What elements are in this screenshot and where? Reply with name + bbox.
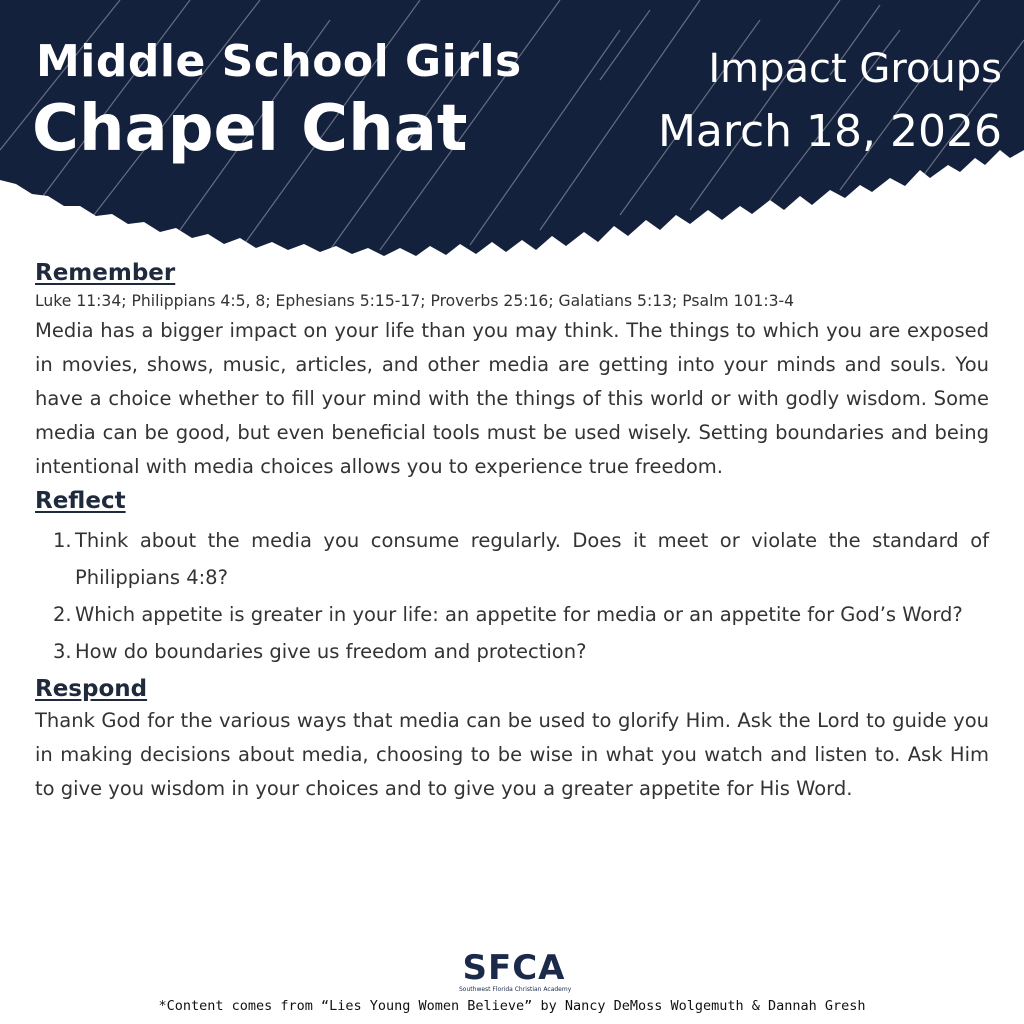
title-line-2: Chapel Chat [32, 92, 468, 166]
main-content [35, 258, 989, 806]
title-line-1: Middle School Girls [36, 36, 522, 87]
group-label: Impact Groups [708, 46, 1002, 92]
date-label: March 18, 2026 [657, 106, 1002, 157]
remember-body: Media has a bigger impact on your life than you may think. The things to which you are exposed in movies, shows, music, articles, and other media are getting into your minds and souls. You have a choice whether to fill your mind with the things of this world or with godly wisdom. Some media can be good, but even beneficial tools must be used wisely. Setting boundaries and being intentional with media choices allows you to experience true freedom. [35, 319, 989, 478]
logo-subtitle: Southwest Florida Christian Academy [459, 986, 572, 993]
logo-text: SFCA [462, 948, 566, 988]
source-credit: *Content comes from “Lies Young Women Believe” by Nancy DeMoss Wolgemuth & Dannah Gresh [158, 998, 866, 1014]
reflect-heading: Reflect [35, 488, 126, 514]
list-item: 3. How do boundaries give us freedom and protection? [53, 640, 587, 663]
reflect-list [35, 522, 989, 670]
respond-heading: Respond [35, 676, 148, 702]
respond-body: Thank God for the various ways that media can be used to glorify Him. Ask the Lord to guide you in making decisions about media, choosing to be wise in what you watch and listen to. Ask Him to give you wisdom in your choices and to give you a greater appetite for His Word. [35, 709, 989, 800]
scripture-references: Luke 11:34; Philippians 4:5, 8; Ephesians 5:15-17; Proverbs 25:16; Galatians 5:13; Psalm 101:3-4 [35, 292, 795, 310]
remember-heading: Remember [35, 260, 176, 286]
list-item: 1. Think about the media you consume regularly. Does it meet or violate the standard of Philippians 4:8? [53, 529, 989, 589]
list-item: 2. Which appetite is greater in your life: an appetite for media or an appetite for God’s Word? [53, 603, 963, 626]
school-logo [459, 948, 572, 998]
